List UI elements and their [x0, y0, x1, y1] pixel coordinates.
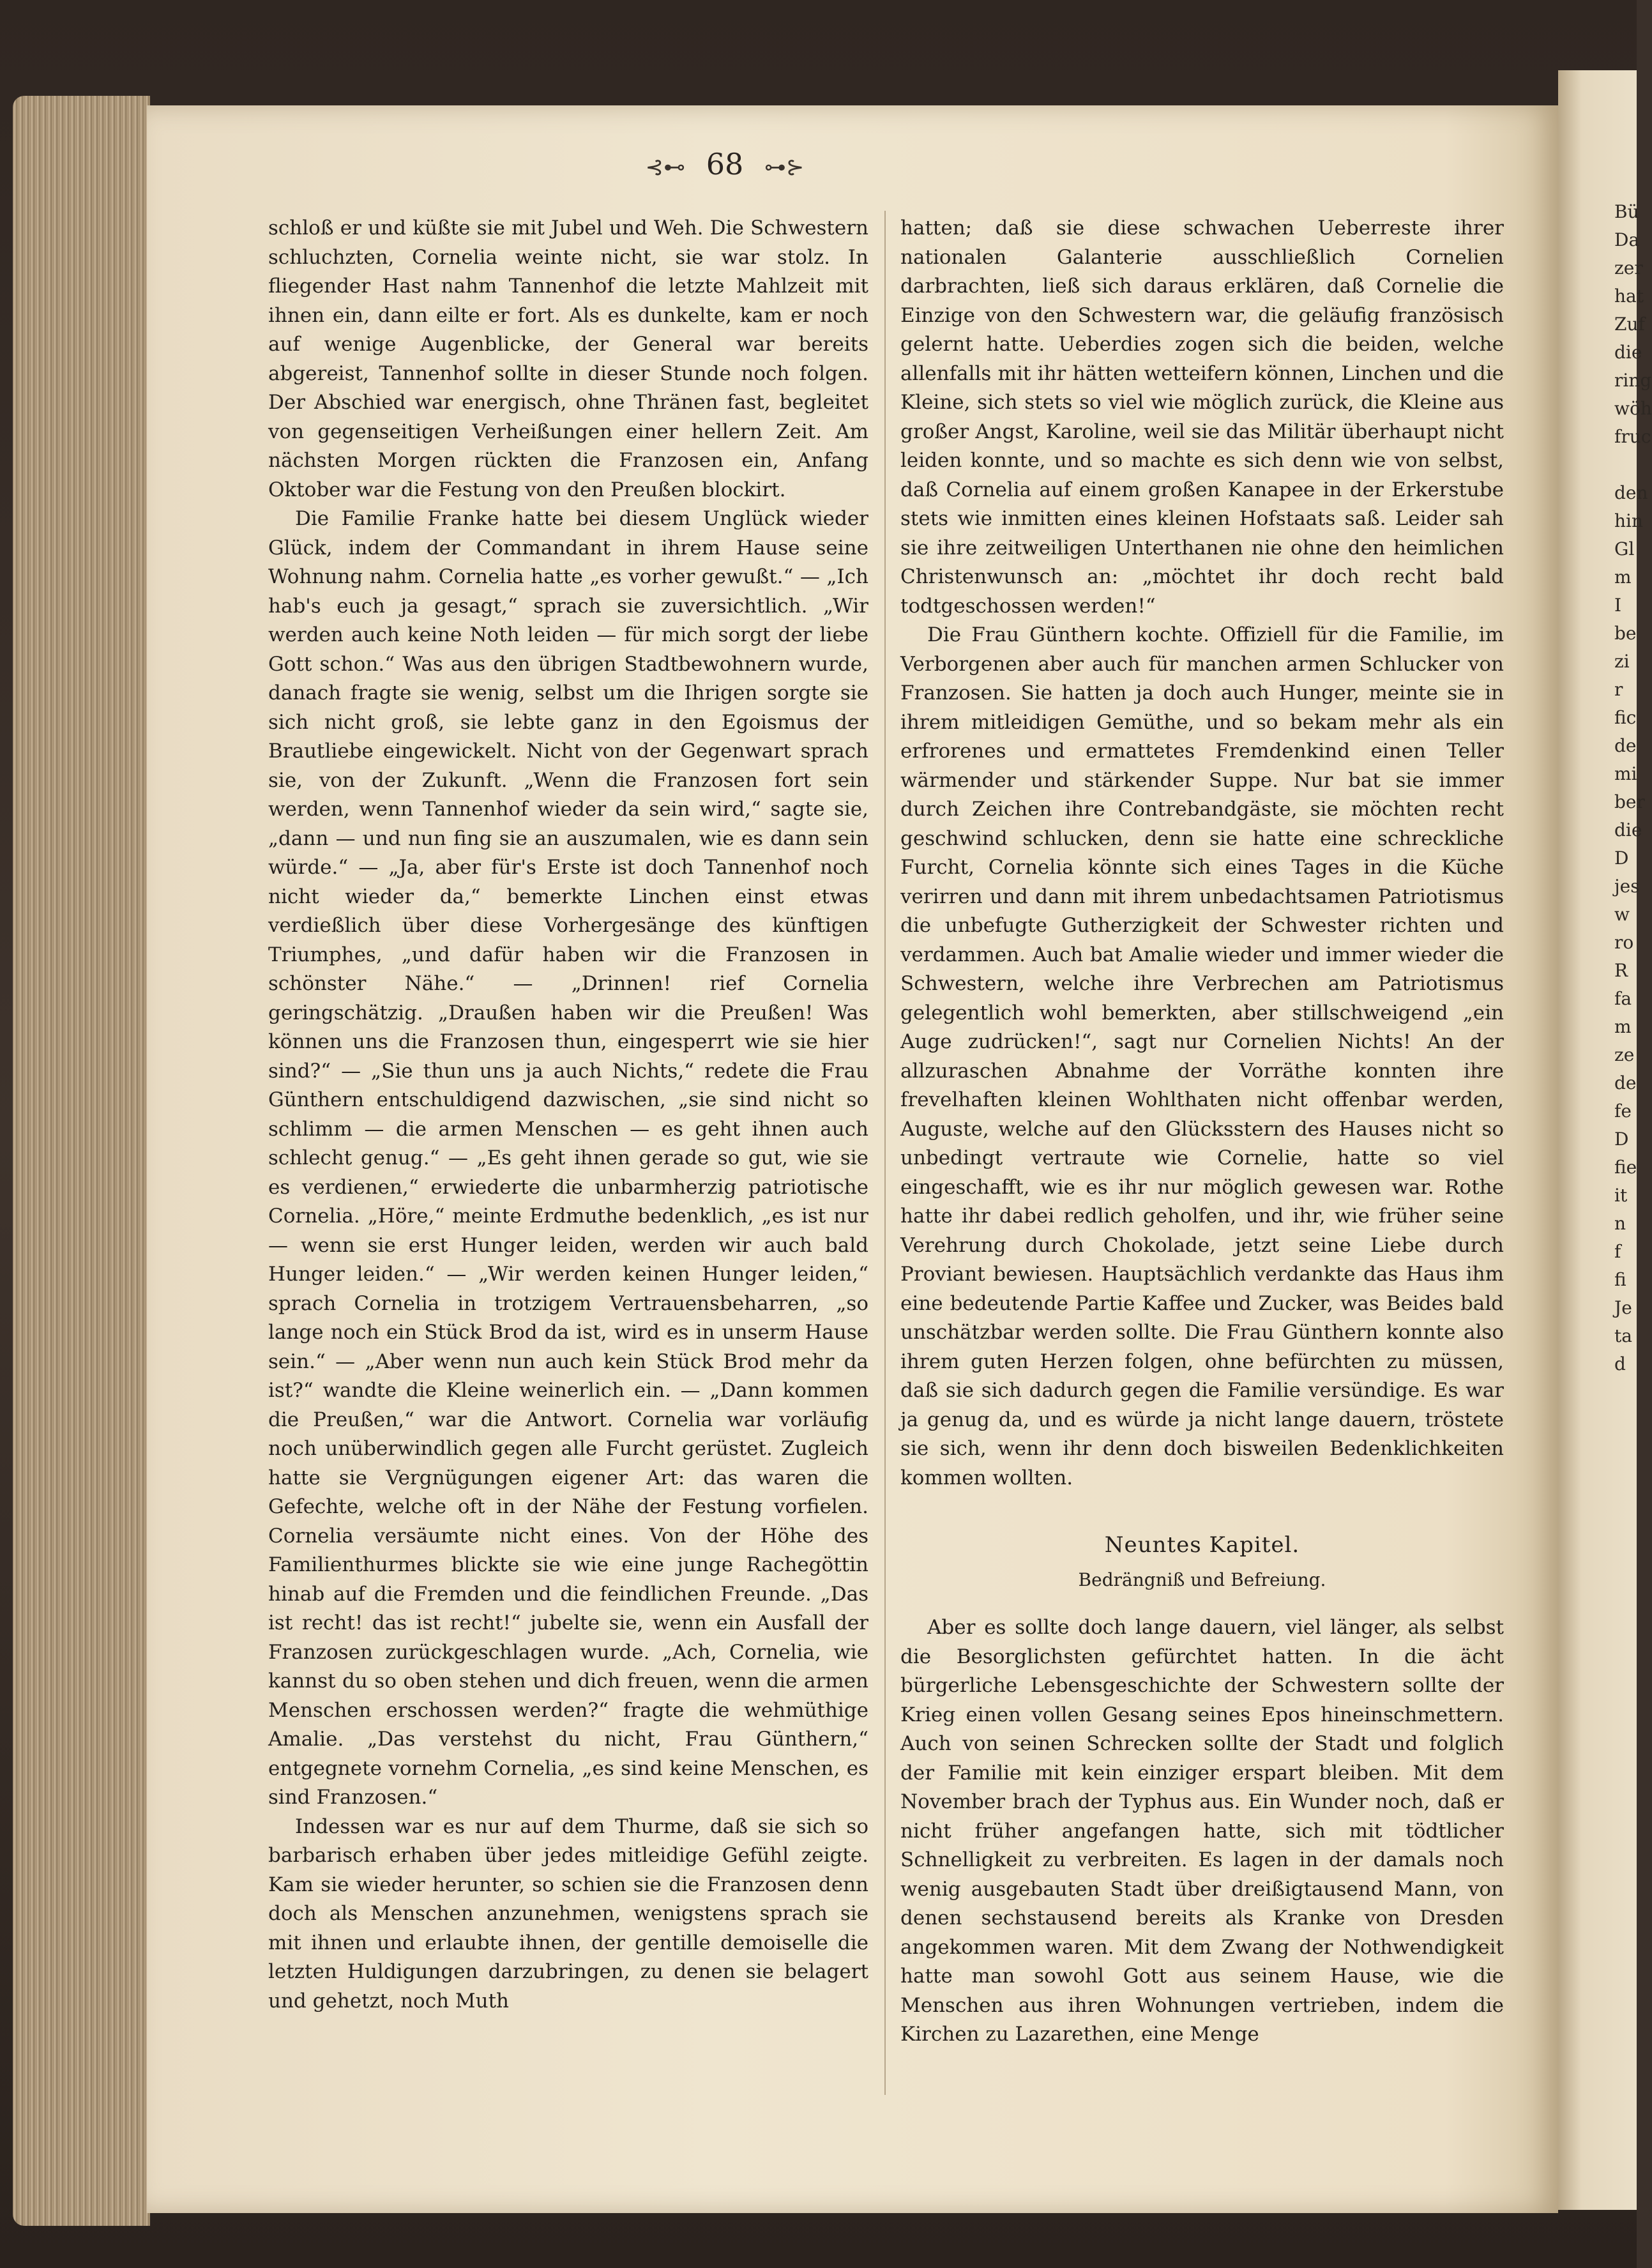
chapter-title: Neuntes Kapitel.: [1104, 1532, 1300, 1558]
next-page-fragment: fa: [1614, 988, 1632, 1009]
paragraph: Indessen war es nur auf dem Thurme, daß sie sich so barbarisch erhaben über jedes mitleidige Gefühl zeigte. Kam sie wieder herunter, so schien sie die Franzosen denn doch als Menschen anzunehmen, wenigstens sprach sie mit ihnen und erlaubte ihnen, der gentille demoiselle die letzten Huldigungen darzubringen, zu denen sie belagert und gehetzt, noch Muth: [268, 1815, 868, 2013]
next-page-fragment: ze: [1614, 1044, 1635, 1065]
next-page-fragment: n: [1614, 1213, 1626, 1234]
next-page-fragment: Zuf: [1614, 314, 1645, 335]
paragraph: Die Familie Franke hatte bei diesem Unglück wieder Glück, indem der Commandant in ihrem Hause seine Wohnung nahm. Cornelia hatte „es vorher gewußt.“ — „Ich hab's euch ja gesagt,“ sprach sie zuversichtlich. „Wir werden auch keine Noth leiden — für mich sorgt der liebe Gott schon.“ Was aus den übrigen Stadtbewohnern wurde, danach fragte sie wenig, selbst um die Ihrigen sorgte sie sich nicht groß, sie lebte ganz in den Egoismus der Brautliebe eingewickelt. Nicht von der Gegenwart sprach sie, von der Zukunft. „Wenn die Franzosen fort sein werden, wenn Tannenhof wieder da sein wird,“ sagte sie, „dann — und nun fing sie an auszumalen, wie es dann sein würde.“ — „Ja, aber für's Erste ist doch Tannenhof noch nicht wieder da,“ bemerkte Linchen einst etwas verdießlich über diese Vorhergesänge des künftigen Triumphes, „und dafür haben wir die Franzosen in schönster Nähe.“ — „Drinnen! rief Cornelia geringschätzig. „Draußen haben wir die Preußen! Was können uns die Franzosen thun, eingesperrt wie sie hier sind?“ — „Sie thun uns ja auch Nichts,“ redete die Frau Günthern entschuldigend dazwischen, „sie sind nicht so schlimm — die armen Menschen — es geht ihnen auch schlecht genug.“ — „Es geht ihnen gerade so gut, wie sie es verdienen,“ erwiederte die unbarmherzig patriotische Cornelia. „Höre,“ meinte Erdmuthe bedenklich, „es ist nur — wenn sie erst Hunger leiden, werden wir auch bald Hunger leiden.“ — „Wir werden keinen Hunger leiden,“ sprach Cornelia in trotzigem Vertrauensbeharren, „so lange noch ein Stück Brod da ist, wird es in unserm Hause sein.“ — „Aber wenn nun auch kein Stück Brod mehr da ist?“ wandte die Kleine weinerlich ein. — „Dann kommen die Preußen,“ war die Antwort. Cornelia war vorläufig noch unüberwindlich gegen alle Furcht gerüstet. Zugleich hatte sie Vergnügungen eigener Art: das waren die Gefechte, welche oft in der Nähe der Festung vorfielen. Cornelia versäumte nicht eines. Von der Höhe des Familienthurmes blickte sie wie eine junge Rachegöttin hinab auf die Fremden und die feindlichen Freunde. „Das ist recht! das ist recht!“ jubelte sie, wenn ein Ausfall der Franzosen zurückgeschlagen wurde. „Ach, Cornelia, wie kannst du so oben stehen und dich freuen, wenn die armen Menschen erschossen werden?“ fragte die wehmüthige Amalie. „Das verstehst du nicht, Frau Günthern,“ entgegnete vornehm Cornelia, „es sind keine Menschen, es sind Franzosen.“: [268, 507, 868, 1809]
next-page-fragment: m: [1614, 1016, 1632, 1037]
next-page-fragment: Je: [1614, 1297, 1632, 1318]
next-page-fragment: fic: [1614, 707, 1637, 728]
next-page-fragment: Bü: [1614, 201, 1639, 222]
next-page-fragment: D: [1614, 848, 1629, 869]
paragraph: schloß er und küßte sie mit Jubel und Weh. Die Schwestern schluchzten, Cornelia weinte nicht, sie war stolz. In fliegender Hast nahm Tannenhof die letzte Mahlzeit mit ihnen ein, dann eilte er fort. Als es dunkelte, kam er noch auf wenige Augenblicke, der General war bereits abgereist, Tannenhof sollte in dieser Stunde noch folgen. Der Abschied war energisch, ohne Thränen fast, begleitet von gegenseitigen Verheißungen einer hellern Zeit. Am nächsten Morgen rückten die Franzosen ein, Anfang Oktober war die Festung von den Preußen blockirt.: [268, 217, 868, 501]
book-page-edges: [13, 96, 150, 2226]
next-page-fragment: it: [1614, 1185, 1628, 1206]
paragraph: hatten; daß sie diese schwachen Ueberreste ihrer nationalen Galanterie ausschließlich Cornelien darbrachten, ließ sich daraus erklären, daß Cornelie die Einzige von den Schwestern war, die geläufig französisch gelernt hatte. Ueberdies zogen sich die beiden, welche allenfalls mit ihr hätten wetteifern können, Linchen und die Kleine, sich stets so viel wie möglich zurück, die Kleine aus großer Angst, Karoline, weil sie das Militär überhaupt nicht leiden konnte, und so machte es sich denn wie von selbst, daß Cornelia auf einem großen Kanapee in der Erkerstube stets wie inmitten eines kleinen Hofstaats saß. Leider sah sie ihre zeitweiligen Unterthanen nie ohne den heimlichen Christenwunsch an: „möchtet ihr doch recht bald todtgeschossen werden!“: [900, 217, 1504, 618]
next-page-fragment: [1558, 451, 1637, 479]
next-page-fragment: hin: [1614, 510, 1644, 531]
next-page-fragment: zi: [1614, 651, 1630, 672]
paragraph: Die Frau Günthern kochte. Offiziell für die Familie, im Verborgenen aber auch für manchen armen Schlucker von Franzosen. Sie hatten ja doch auch Hunger, meinte sie in ihrem mitleidigen Gemüthe, und so bekam mehr als ein erfrorenes und ermattetes Fremdenkind einen Teller wärmender und stärkender Suppe. Nur bat sie immer durch Zeichen ihre Contrebandgäste, sie möchten recht geschwind schlucken, denn sie hatte eine schreckliche Furcht, Cornelia könnte sich eines Tages in die Küche verirren und dann mit ihrem unbedachtsamen Patriotismus die unbefugte Gutherzigkeit der Schwester richten und verdammen. Auch bat Amalie wieder und immer wieder die Schwestern, welche ihre Verbrechen am Patriotismus gelegentlich wohl bemerkten, aber stillschweigend „ein Auge zudrücken!“, sagt nur Cornelien Nichts! An der allzuraschen Abnahme der Vorräthe konnten ihre frevelhaften kleinen Wohlthaten nicht offenbar werden, Auguste, welche auf den Glücksstern des Hauses nicht so unbedingt vertraute wie Cornelie, hatte so viel eingeschafft, wie es ihr nur möglich gewesen war. Rothe hatte ihr dabei redlich geholfen, und ihr, wie früher seine Verehrung durch Chokolade, jetzt seine Liebe durch Proviant bewiesen. Hauptsächlich verdankte das Haus ihm eine bedeutende Partie Kaffee und Zucker, was Beides bald unschätzbar werden sollte. Die Frau Günthern konnte also ihrem guten Herzen folgen, ohne befürchten zu müssen, daß sie sich dadurch gegen die Familie versündige. Es war ja genug da, und es würde ja nicht lange dauern, tröstete sie sich, wenn ihr denn doch bisweilen Bedenklichkeiten kommen wollten.: [900, 623, 1504, 1489]
next-page-fragment: be: [1614, 623, 1637, 644]
next-page-fragment: fie: [1614, 1157, 1637, 1178]
paragraph: Aber es sollte doch lange dauern, viel länger, als selbst die Besorglichsten gefürchtet hatten. In die ächt bürgerliche Lebensgeschichte der Schwestern sollte der Krieg einen vollen Gesang seines Epos hineinschmettern. Auch von seinen Schrecken sollte der Stadt und folglich der Familie mit kein einziger erspart bleiben. Mit dem November brach der Typhus aus. Ein Wunder noch, daß er nicht früher angefangen hatte, sich mit tödtlicher Schnelligkeit zu verbreiten. Es lagen in der damals noch wenig ausgebauten Stadt über dreißigtausend Mann, von denen sechstausend bereits als Kranke von Dresden angekommen waren. Mit dem Zwang der Nothwendigkeit hatte man sowohl Gott aus seinem Hause, wie die Menschen aus ihren Wohnungen vertrieben, indem die Kirchen zu Lazarethen, eine Menge: [900, 1616, 1504, 2046]
next-page-fragment: zer: [1614, 257, 1643, 278]
next-page-fragment: f: [1614, 1241, 1621, 1262]
next-page-fragment: jes: [1614, 876, 1640, 897]
chapter-subtitle: Bedrängniß und Befreiung.: [1078, 1569, 1326, 1590]
next-page-fragment: Da: [1614, 229, 1640, 250]
next-page-fragment: fe: [1614, 1100, 1632, 1122]
next-page-fragment: ro: [1614, 932, 1634, 953]
next-page-fragment: die: [1614, 819, 1642, 841]
next-page-fragment: R: [1614, 960, 1628, 981]
ornament-left-icon: ⊰⊷: [645, 155, 686, 180]
next-page-fragment: fi: [1614, 1269, 1626, 1290]
next-page-fragment: die: [1614, 342, 1642, 363]
column-divider: [884, 211, 886, 2095]
next-page-fragment: r: [1614, 679, 1623, 700]
next-page-fragment: I: [1614, 595, 1622, 616]
page-header: [0, 147, 1450, 181]
next-page-fragment: w: [1614, 904, 1630, 925]
next-page-fragment: wöh: [1614, 398, 1652, 419]
next-page-fragment: m: [1614, 567, 1632, 588]
ornament-right-icon: ⊶⊱: [764, 155, 805, 180]
next-page-fragment: ta: [1614, 1325, 1632, 1346]
next-page-fragment: mi: [1614, 763, 1637, 784]
next-page-fragment: d: [1614, 1353, 1626, 1374]
left-column: [268, 214, 868, 2016]
next-page-fragments: [1558, 70, 1652, 1378]
next-page-fragment: den: [1614, 482, 1648, 503]
right-column: [900, 214, 1504, 2050]
next-page-fragment: de: [1614, 735, 1637, 756]
next-page-fragment: de: [1614, 1072, 1637, 1093]
next-page-fragment: D: [1614, 1129, 1629, 1150]
next-page-fragment: ber: [1614, 791, 1645, 812]
next-page-fragment: fruc: [1614, 426, 1651, 447]
next-page-edge: [1558, 70, 1652, 2210]
next-page-fragment: ring: [1614, 370, 1652, 391]
next-page-fragment: hat: [1614, 285, 1644, 307]
page-number: 68: [706, 147, 744, 181]
next-page-fragment: Gl: [1614, 538, 1635, 559]
